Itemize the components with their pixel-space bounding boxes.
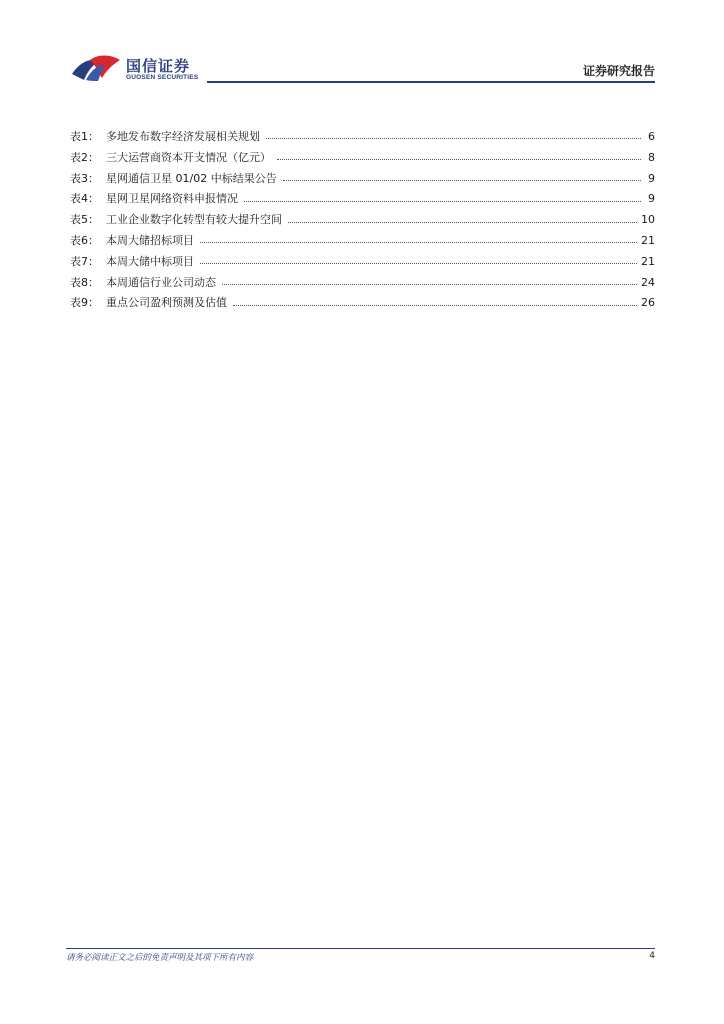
toc-entry[interactable]	[70, 273, 655, 294]
table-of-tables	[70, 127, 655, 314]
toc-entry[interactable]	[70, 293, 655, 314]
toc-entry-label: 表2：	[70, 150, 99, 164]
toc-entry[interactable]	[70, 231, 655, 252]
toc-entry-page: 21	[641, 233, 655, 247]
toc-entry-label: 表3：	[70, 171, 99, 185]
toc-leader-dots	[233, 305, 637, 306]
toc-entry-title: 本周大储招标项目	[106, 233, 194, 247]
toc-entry-title: 多地发布数字经济发展相关规划	[106, 130, 260, 143]
toc-leader-dots	[288, 222, 637, 223]
toc-entry-page: 6	[648, 130, 655, 143]
guosen-logo-icon	[70, 54, 122, 82]
toc-entry-page: 8	[648, 150, 655, 164]
toc-entry[interactable]	[70, 127, 655, 148]
toc-entry-label: 表7：	[70, 254, 99, 268]
toc-entry[interactable]	[70, 169, 655, 190]
toc-entry-page: 9	[648, 192, 655, 206]
logo-english-name: GUOSEN SECURITIES	[126, 74, 199, 81]
toc-entry-title: 工业企业数字化转型有较大提升空间	[106, 213, 282, 227]
toc-entry-page: 24	[641, 275, 655, 289]
toc-entry[interactable]	[70, 252, 655, 273]
toc-leader-dots	[283, 180, 641, 181]
page-header	[70, 52, 655, 86]
toc-entry-page: 26	[641, 296, 655, 310]
toc-entry-title: 重点公司盈利预测及估值	[106, 296, 227, 310]
toc-entry-label: 表9：	[70, 296, 99, 310]
page-number: 4	[649, 951, 655, 961]
toc-leader-dots	[266, 138, 641, 139]
toc-leader-dots	[200, 242, 637, 243]
toc-entry-label: 表6：	[70, 233, 99, 247]
guosen-logo	[70, 52, 210, 84]
toc-entry[interactable]	[70, 148, 655, 169]
toc-entry[interactable]	[70, 210, 655, 231]
toc-leader-dots	[244, 201, 641, 202]
toc-leader-dots	[222, 284, 637, 285]
footer-disclaimer: 请务必阅读正文之后的免责声明及其项下所有内容	[66, 953, 254, 963]
header-divider	[207, 81, 655, 83]
toc-entry-title: 本周大储中标项目	[106, 254, 194, 268]
toc-entry-label: 表8：	[70, 275, 99, 289]
toc-entry-label: 表1：	[70, 130, 99, 143]
toc-entry-page: 9	[648, 171, 655, 185]
toc-leader-dots	[200, 263, 637, 264]
logo-chinese-name: 国信证券	[126, 57, 191, 75]
report-type-label: 证券研究报告	[582, 64, 655, 78]
toc-entry[interactable]	[70, 189, 655, 210]
toc-entry-title: 本周通信行业公司动态	[106, 275, 216, 289]
toc-entry-title: 星网通信卫星 01/02 中标结果公告	[106, 171, 277, 185]
toc-leader-dots	[277, 159, 641, 160]
toc-entry-title: 三大运营商资本开支情况（亿元）	[106, 150, 271, 164]
toc-entry-page: 21	[641, 254, 655, 268]
footer-divider	[66, 948, 655, 949]
toc-entry-label: 表4：	[70, 192, 99, 206]
toc-entry-page: 10	[641, 213, 655, 227]
toc-entry-label: 表5：	[70, 213, 99, 227]
toc-entry-title: 星网卫星网络资料申报情况	[106, 192, 238, 206]
